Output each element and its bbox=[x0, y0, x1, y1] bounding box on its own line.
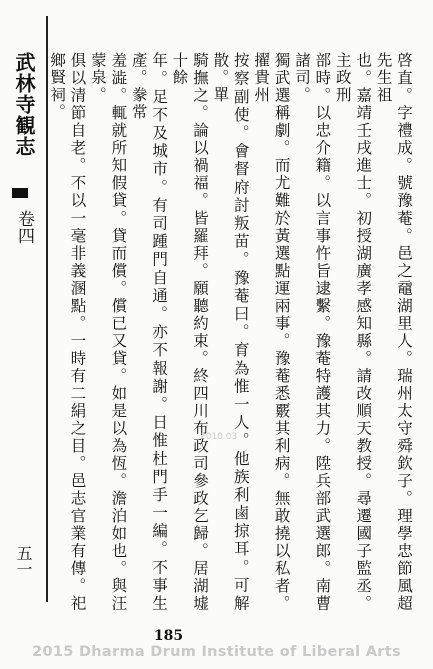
text-column-8: 羞澁。輒就所知假貸。貸而償。償已又貸。如是以為恆。澹泊如也。與汪蒙泉。 bbox=[88, 52, 128, 612]
volume-label: 卷四 bbox=[14, 210, 34, 244]
text-column-2: 也。嘉靖壬戌進士。初授湖廣孝感知縣。請改順天教授。尋遷國子監丞。主政刑 bbox=[333, 52, 373, 612]
page-number-text: 185 bbox=[153, 628, 184, 644]
text-column-9: 俱以清節自老。不以一毫非義溷點。一時有二絹之目。邑志官業有傳。祀鄉賢祠。 bbox=[48, 52, 87, 612]
poem-heading bbox=[0, 52, 47, 612]
text-column-4: 獨武選稱劇。而尤難於黃選點運兩事。豫菴悉覈其利病。無敢撓以私者。擢貴州 bbox=[252, 52, 291, 612]
text-column-3: 部時。以忠介籍。以言事忤旨逮繫。豫菴特護其力。陞兵部武選郎。南曹諸司。 bbox=[292, 52, 332, 612]
book-title: 武林寺観志 bbox=[12, 52, 36, 157]
text-column-5: 按察副使。會督府討叛苗。豫菴曰。育為惟一人。他族利鹵掠耳。可解散。單 bbox=[211, 52, 250, 612]
text-column-1: 啓直。字禮成。號豫菴。邑之黿湖里人。瑞州太守舜欽子。理學忠節風超先生祖 bbox=[374, 52, 413, 612]
text-column-6: 騎撫之。論以禍福。皆羅拜。願聽約束。終四川布政司參政乞歸。居湖墟十餘 bbox=[170, 52, 209, 612]
folio-number: 五一 bbox=[14, 545, 33, 577]
main-text-body bbox=[48, 52, 414, 612]
watermark: 2015 Dharma Drum Institute of Liberal Arts bbox=[32, 644, 401, 660]
faint-stamp: 2010 03 bbox=[200, 432, 238, 442]
text-column-7: 年。足不及城市。有司踵門自通。亦不報謝。日惟杜門手一編。不事生產。豢常 bbox=[129, 52, 169, 612]
page-number bbox=[0, 628, 433, 644]
